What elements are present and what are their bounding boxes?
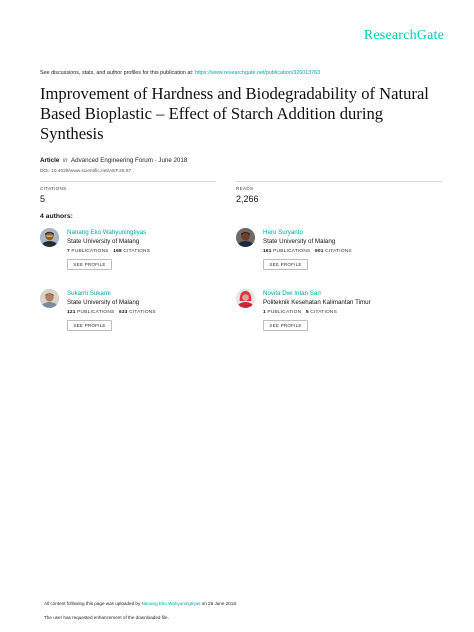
author-institution: State University of Malang bbox=[67, 299, 140, 306]
publications-label: PUBLICATIONS bbox=[71, 249, 109, 254]
publication-type: Article bbox=[40, 157, 60, 164]
author-institution: Politeknik Kesehatan Kalimantan Timur bbox=[263, 299, 371, 306]
publications-count: 121 bbox=[67, 310, 76, 315]
citations-count: 168 bbox=[113, 249, 122, 254]
publication-venue: Advanced Engineering Forum · June 2018 bbox=[71, 157, 188, 164]
publication-in: in bbox=[62, 157, 68, 164]
author-card bbox=[40, 228, 230, 278]
upload-notice-prefix: All content following this page was uploaded by bbox=[44, 601, 142, 606]
see-profile-button[interactable]: SEE PROFILE bbox=[67, 259, 112, 270]
discussion-notice bbox=[40, 70, 320, 76]
author-card bbox=[236, 228, 426, 278]
author-name[interactable]: Sukarni Sukarni bbox=[67, 290, 111, 297]
authors-heading: 4 authors: bbox=[40, 213, 73, 220]
upload-notice bbox=[44, 601, 237, 606]
discussion-notice-text: See discussions, stats, and author profiles for this publication at: bbox=[40, 70, 195, 76]
author-avatar[interactable] bbox=[236, 228, 255, 247]
uploader-link[interactable]: Nanang Eko Wahyuningtiyas bbox=[141, 601, 201, 606]
researchgate-logo[interactable]: ResearchGate bbox=[363, 28, 444, 43]
author-photo-icon bbox=[40, 228, 59, 247]
author-stats bbox=[263, 249, 352, 254]
see-profile-button[interactable]: SEE PROFILE bbox=[263, 259, 308, 270]
author-stats bbox=[67, 310, 156, 315]
citations-count: 901 bbox=[315, 249, 324, 254]
author-avatar[interactable] bbox=[40, 289, 59, 308]
publications-label: PUBLICATIONS bbox=[273, 249, 311, 254]
upload-notice-suffix: on 28 June 2018. bbox=[200, 601, 238, 606]
divider-reads bbox=[236, 181, 442, 182]
author-card bbox=[40, 289, 230, 339]
reads-label: READS bbox=[236, 186, 254, 191]
publications-count: 161 bbox=[263, 249, 272, 254]
page-header bbox=[0, 0, 474, 60]
publications-label: PUBLICATIONS bbox=[77, 310, 115, 315]
publications-count: 1 bbox=[263, 310, 266, 315]
citations-label: CITATIONS bbox=[123, 249, 151, 254]
author-photo-icon bbox=[236, 228, 255, 247]
publications-label: PUBLICATION bbox=[267, 310, 302, 315]
citations-label: CITATIONS bbox=[129, 310, 156, 315]
author-name[interactable]: Nanang Eko Wahyuningtiyas bbox=[67, 229, 147, 236]
see-profile-button[interactable]: SEE PROFILE bbox=[263, 320, 308, 331]
author-name[interactable]: Novita Dwi Intan Sari bbox=[263, 290, 321, 297]
see-profile-button[interactable]: SEE PROFILE bbox=[67, 320, 112, 331]
citations-label: CITATIONS bbox=[40, 186, 67, 191]
author-institution: State University of Malang bbox=[263, 238, 336, 245]
author-card bbox=[236, 289, 426, 339]
citations-label: CITATIONS bbox=[310, 310, 337, 315]
author-institution: State University of Malang bbox=[67, 238, 140, 245]
author-avatar[interactable] bbox=[40, 228, 59, 247]
author-name[interactable]: Heru Suryanto bbox=[263, 229, 303, 236]
author-photo-icon bbox=[236, 289, 255, 308]
enhancement-notice: The user has requested enhancement of the downloaded file. bbox=[44, 615, 169, 620]
publications-count: 7 bbox=[67, 249, 70, 254]
author-photo-icon bbox=[40, 289, 59, 308]
publication-title: Improvement of Hardness and Biodegradability of Natural Based Bioplastic – Effect of Starch Addition during Synthesis bbox=[40, 84, 429, 143]
author-avatar[interactable] bbox=[236, 289, 255, 308]
publication-link[interactable]: https://www.researchgate.net/publication/326013763 bbox=[194, 70, 321, 76]
publication-meta bbox=[40, 157, 187, 164]
author-stats bbox=[67, 249, 150, 254]
citations-label: CITATIONS bbox=[325, 249, 352, 254]
publication-doi: DOI: 10.4028/www.scientific.net/AEF.28.57 bbox=[40, 169, 132, 174]
reads-value: 2,266 bbox=[236, 194, 259, 204]
author-stats bbox=[263, 310, 337, 315]
citations-count: 633 bbox=[119, 310, 128, 315]
citations-value: 5 bbox=[40, 194, 46, 204]
citations-count: 5 bbox=[305, 310, 309, 315]
divider-citations bbox=[40, 181, 216, 182]
